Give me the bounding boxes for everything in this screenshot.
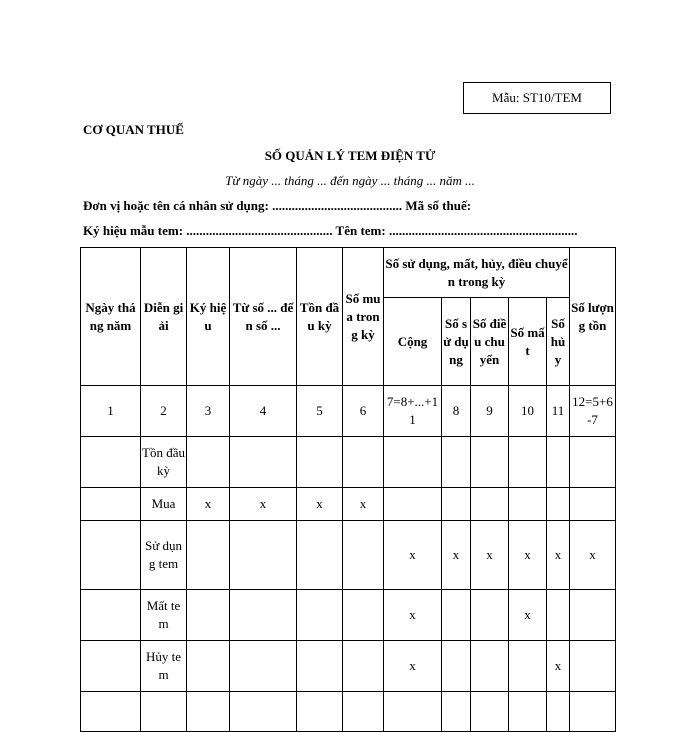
- mark-cell: [442, 641, 471, 692]
- mark-cell: [570, 437, 616, 488]
- period-line: Từ ngày ... tháng ... đến ngày ... tháng ... năm ...: [225, 173, 475, 188]
- date-cell: [81, 590, 141, 641]
- mark-cell: [297, 437, 343, 488]
- header-description: Diễn giải: [141, 248, 187, 386]
- table-row: [81, 641, 616, 692]
- description-cell: Tồn đầu kỳ: [141, 437, 187, 488]
- description-cell: Hủy tem: [141, 641, 187, 692]
- mark-cell: [471, 437, 509, 488]
- unit-tax-code-line: Đơn vị hoặc tên cá nhân sử dụng: ........................................ Mã số thuế:: [83, 198, 472, 213]
- table-row: [81, 521, 616, 590]
- mark-cell: [570, 641, 616, 692]
- mark-cell: [343, 641, 384, 692]
- mark-cell: [442, 692, 471, 732]
- header-lost: Số mất: [509, 298, 547, 386]
- mark-cell: [570, 692, 616, 732]
- mark-cell: [547, 692, 570, 732]
- table-row: [81, 692, 616, 732]
- mark-cell: [187, 437, 230, 488]
- mark-cell: x: [471, 521, 509, 590]
- header-remaining: Số lượng tồn: [570, 248, 616, 386]
- column-number: 11: [547, 386, 570, 437]
- mark-cell: x: [509, 590, 547, 641]
- mark-cell: [187, 641, 230, 692]
- mark-cell: [297, 590, 343, 641]
- column-number: 1: [81, 386, 141, 437]
- table-row: [81, 488, 616, 521]
- date-cell: [81, 488, 141, 521]
- date-cell: [81, 437, 141, 488]
- description-cell: Mất tem: [141, 590, 187, 641]
- mark-cell: [471, 488, 509, 521]
- mark-cell: [384, 692, 442, 732]
- mark-cell: [570, 590, 616, 641]
- mark-cell: [471, 641, 509, 692]
- mark-cell: [384, 488, 442, 521]
- column-number: 2: [141, 386, 187, 437]
- mark-cell: x: [384, 590, 442, 641]
- column-number: 10: [509, 386, 547, 437]
- mark-cell: [547, 590, 570, 641]
- column-number: 7=8+...+11: [384, 386, 442, 437]
- mark-cell: x: [547, 641, 570, 692]
- column-number: 4: [230, 386, 297, 437]
- mark-cell: [442, 488, 471, 521]
- mark-cell: [187, 692, 230, 732]
- column-number: 5: [297, 386, 343, 437]
- column-number: 3: [187, 386, 230, 437]
- mark-cell: [384, 437, 442, 488]
- date-cell: [81, 521, 141, 590]
- mark-cell: [187, 590, 230, 641]
- mark-cell: [471, 590, 509, 641]
- mark-cell: [230, 590, 297, 641]
- mark-cell: x: [187, 488, 230, 521]
- mark-cell: x: [297, 488, 343, 521]
- header-used: Số sử dụng: [442, 298, 471, 386]
- column-number: 12=5+6-7: [570, 386, 616, 437]
- agency-label: CƠ QUAN THUẾ: [83, 122, 184, 137]
- mark-cell: x: [384, 521, 442, 590]
- mark-cell: x: [230, 488, 297, 521]
- mark-cell: [343, 692, 384, 732]
- description-cell: Sử dụng tem: [141, 521, 187, 590]
- form-code-box: [463, 82, 611, 114]
- mark-cell: [230, 692, 297, 732]
- mark-cell: x: [343, 488, 384, 521]
- stamp-symbol-line: Ký hiệu mẫu tem: ............................................. Tên tem: ..........................................................: [83, 223, 578, 238]
- header-total: Cộng: [384, 298, 442, 386]
- mark-cell: [230, 641, 297, 692]
- description-cell: Mua: [141, 488, 187, 521]
- mark-cell: [187, 521, 230, 590]
- mark-cell: [471, 692, 509, 732]
- mark-cell: [297, 641, 343, 692]
- header-cancelled: Số hủy: [547, 298, 570, 386]
- header-opening-balance: Tồn đầu kỳ: [297, 248, 343, 386]
- date-cell: [81, 641, 141, 692]
- header-date: Ngày tháng năm: [81, 248, 141, 386]
- description-cell: [141, 692, 187, 732]
- mark-cell: [547, 437, 570, 488]
- header-transferred: Số điều chuyển: [471, 298, 509, 386]
- column-number: 6: [343, 386, 384, 437]
- mark-cell: x: [547, 521, 570, 590]
- mark-cell: [343, 437, 384, 488]
- table-row: [81, 590, 616, 641]
- table-row: [81, 437, 616, 488]
- column-number: 9: [471, 386, 509, 437]
- mark-cell: x: [509, 521, 547, 590]
- column-number: 8: [442, 386, 471, 437]
- date-cell: [81, 692, 141, 732]
- column-number-row: [81, 386, 616, 437]
- mark-cell: [297, 692, 343, 732]
- mark-cell: [570, 488, 616, 521]
- document-title: SỐ QUẢN LÝ TEM ĐIỆN TỬ: [264, 148, 436, 163]
- header-serial-range: Từ số ... đến số ...: [230, 248, 297, 386]
- mark-cell: [230, 437, 297, 488]
- stamp-ledger-table: [80, 247, 616, 732]
- form-code: Mẫu: ST10/TEM: [492, 90, 582, 105]
- header-purchased: Số mua trong kỳ: [343, 248, 384, 386]
- mark-cell: [230, 521, 297, 590]
- mark-cell: [509, 488, 547, 521]
- mark-cell: x: [384, 641, 442, 692]
- mark-cell: [442, 590, 471, 641]
- mark-cell: [547, 488, 570, 521]
- mark-cell: x: [442, 521, 471, 590]
- mark-cell: [509, 641, 547, 692]
- mark-cell: x: [570, 521, 616, 590]
- mark-cell: [442, 437, 471, 488]
- mark-cell: [297, 521, 343, 590]
- mark-cell: [509, 437, 547, 488]
- mark-cell: [343, 590, 384, 641]
- header-usage-group: Số sử dụng, mất, hủy, điều chuyển trong kỳ: [384, 248, 570, 298]
- mark-cell: [343, 521, 384, 590]
- header-symbol: Ký hiệu: [187, 248, 230, 386]
- mark-cell: [509, 692, 547, 732]
